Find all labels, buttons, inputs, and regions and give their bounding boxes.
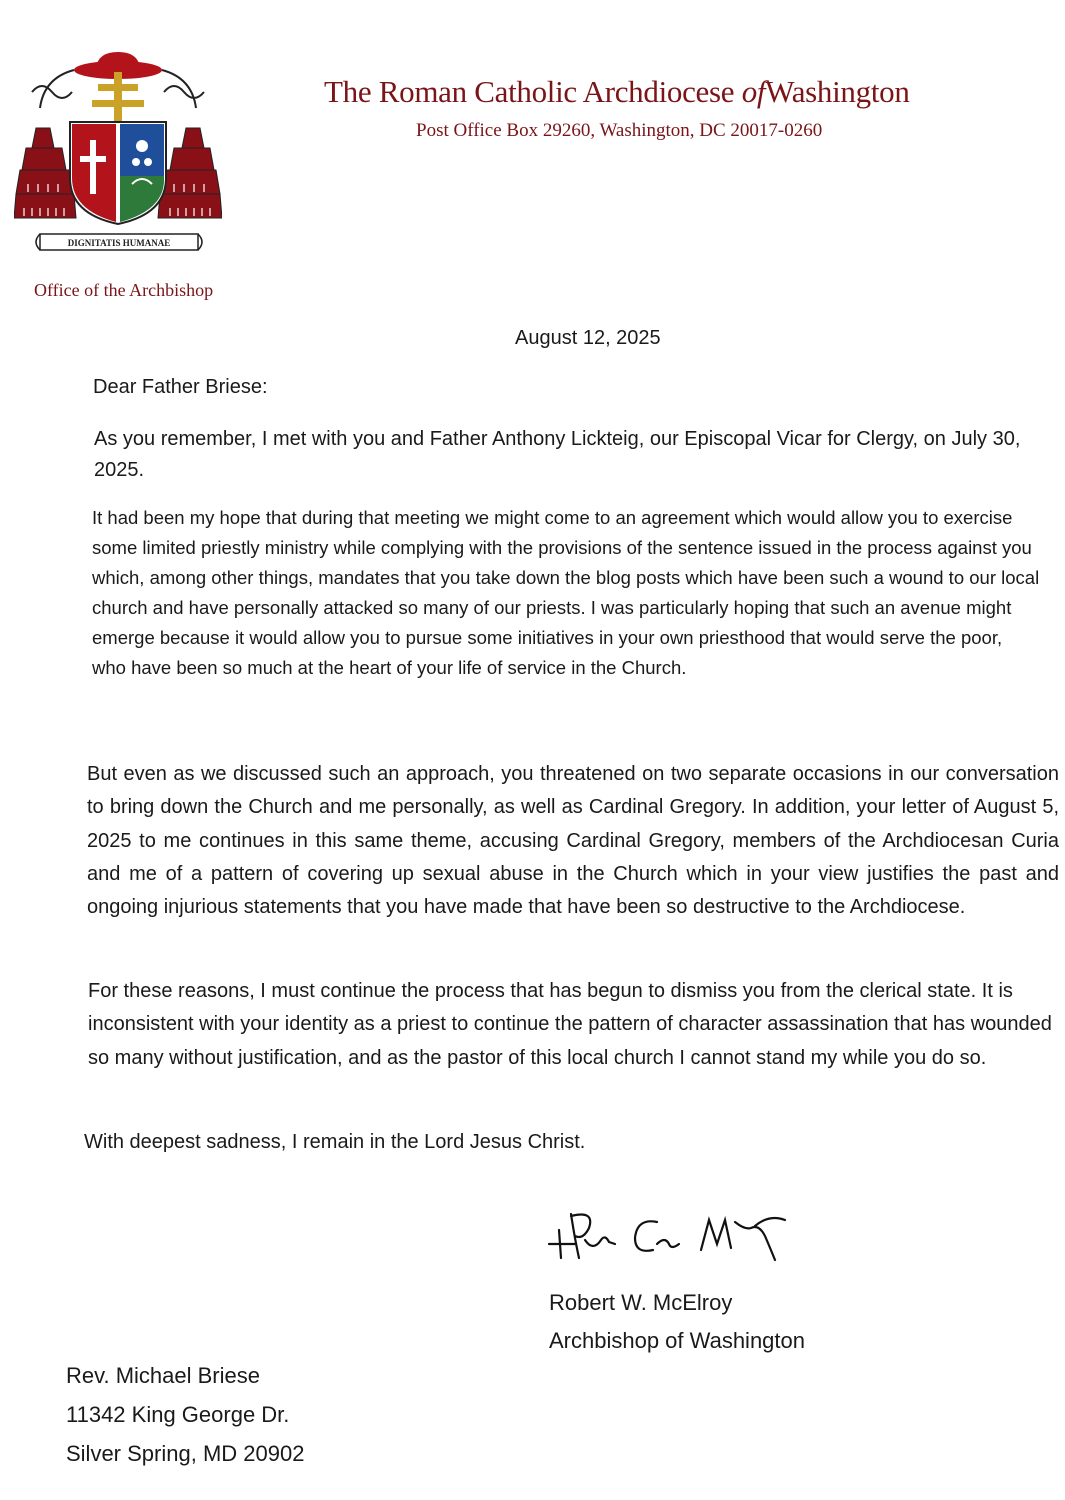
recipient-name: Rev. Michael Briese [66,1363,260,1388]
org-name-of: of [741,74,766,109]
recipient-city: Silver Spring, MD 20902 [66,1441,305,1466]
paragraph-2: It had been my hope that during that meeting we might come to an agreement which would allow you to exercise some limited priestly ministry while complying with the provisions of the sentence issued in the process against you which, among other things, mandates that you take down the blog posts which have been such a wound to our local church and have personally attacked so many of our priests. I was particularly hoping that such an avenue might emerge because it would allow you to pursue some initiatives in your own priesthood that would serve the poor, who have been so much at the heart of your life of service in the Church. [92,507,1040,678]
motto-text: DIGNITATIS HUMANAE [67,238,171,248]
office-label: Office of the Archbishop [34,280,214,300]
paragraph-3: But even as we discussed such an approach, you threatened on two separate occasions in our conversation to bring down the Church and me personally, as well as Cardinal Gregory. In addition, your letter of August 5, 2025 to me continues in this same theme, accusing Cardinal Gregory, members of the Archdiocesan Curia and me of a pattern of covering up sexual abuse in the Church which in your view justifies the past and ongoing injurious statements that you have made that have been so destructive to the Archdiocese. [87,763,1059,919]
paragraph-5: With deepest sadness, I remain in the Lord Jesus Christ. [84,1131,586,1153]
paragraph-4: For these reasons, I must continue the process that has begun to dismiss you from the clerical state. It is inconsistent with your identity as a priest to continue the pattern of character assassination that has wounded so many without justification, and as the pastor of this local church I cannot stand my while you do so. [88,980,1052,1069]
recipient-address-block [66,1356,304,1473]
organization-address: Post Office Box 29260, Washington, DC 20017-0260 [416,120,823,141]
org-name-part1: The Roman Catholic Archdiocese [324,74,742,109]
handwritten-signature [545,1200,805,1270]
recipient-street: 11342 King George Dr. [66,1402,290,1427]
signer-block [549,1284,805,1360]
paragraph-1: As you remember, I met with you and Father Anthony Lickteig, our Episcopal Vicar for Clergy, on July 30, 2025. [94,428,1021,481]
salutation: Dear Father Briese: [93,376,268,398]
letter-date: August 12, 2025 [515,327,661,349]
signer-name: Robert W. McElroy [549,1290,733,1315]
signer-title: Archbishop of Washington [549,1328,805,1353]
archdiocese-coat-of-arms [14,48,222,263]
org-name-part2: Washington [765,74,910,109]
organization-name [324,74,910,110]
